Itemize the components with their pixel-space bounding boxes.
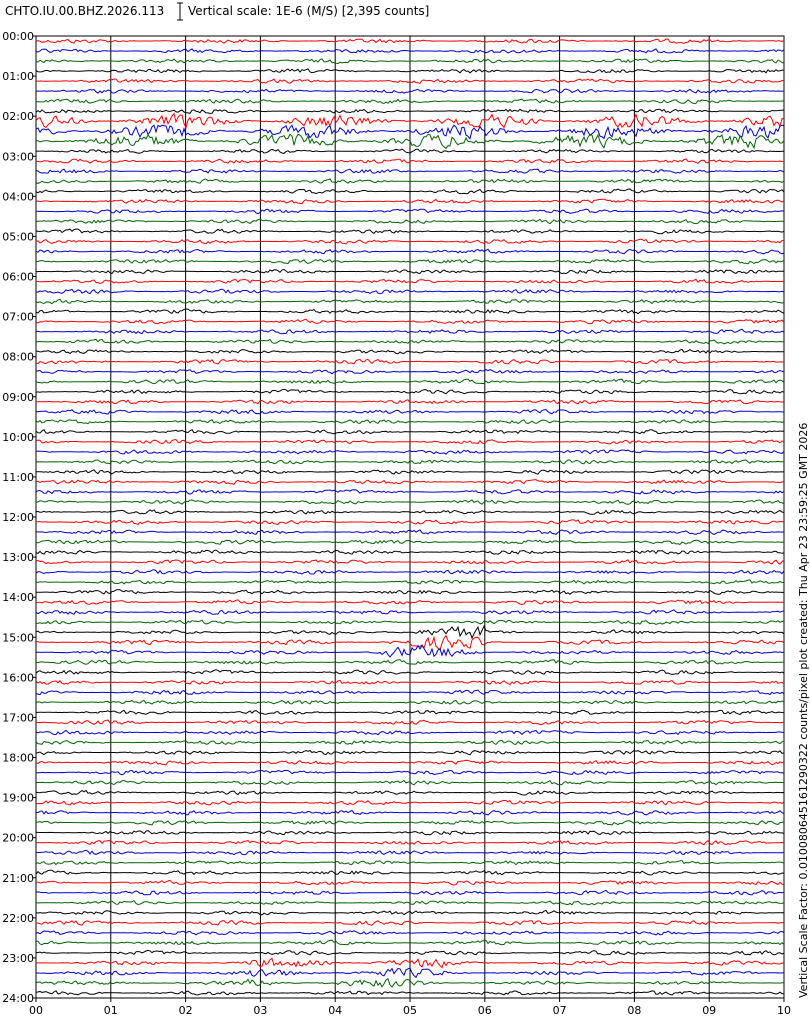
y-tick-label: 11:00 (2, 470, 34, 484)
vertical-scale-text: Vertical scale: 1E-6 (M/S) [2,395 counts] (188, 4, 430, 18)
y-tick-label: 23:00 (2, 951, 34, 965)
y-tick-label: 16:00 (2, 671, 34, 685)
y-tick-label: 07:00 (2, 310, 34, 324)
y-tick-label: 03:00 (2, 150, 34, 164)
y-tick-label: 19:00 (2, 791, 34, 805)
y-tick-label: 12:00 (2, 511, 34, 524)
y-tick-label: 01:00 (2, 70, 34, 84)
footer-side-note-text: Vertical Scale Factor: 0.010080645161290322 counts/pixel plot created: Thu Apr 23 23:59:25 GMT 2026 (797, 422, 810, 998)
y-tick-label: 17:00 (2, 711, 34, 725)
x-tick-label: 09 (702, 1004, 717, 1017)
y-tick-label: 08:00 (2, 350, 34, 364)
y-tick-label: 09:00 (2, 390, 34, 404)
x-tick-label: 06 (477, 1004, 492, 1017)
x-tick-label: 10 (777, 1004, 791, 1017)
y-tick-label: 00:00 (2, 30, 34, 43)
x-tick-label: 01 (103, 1004, 118, 1017)
x-tick-label: 03 (253, 1004, 268, 1017)
y-tick-label: 20:00 (2, 831, 34, 845)
x-tick-label: 07 (552, 1004, 567, 1017)
y-tick-label: 18:00 (2, 751, 34, 765)
x-tick-label: 00 (29, 1004, 43, 1017)
y-tick-label: 10:00 (2, 430, 34, 444)
y-tick-label: 06:00 (2, 270, 34, 284)
y-tick-label: 24:00 (2, 992, 34, 1005)
x-tick-label: 08 (627, 1004, 642, 1017)
x-tick-label: 02 (178, 1004, 193, 1017)
y-tick-label: 15:00 (2, 631, 34, 645)
y-tick-label: 14:00 (2, 591, 34, 605)
y-tick-label: 04:00 (2, 190, 34, 204)
axis-layer (2, 30, 791, 1017)
footer-side-note (784, 318, 810, 998)
x-tick-label: 04 (328, 1004, 343, 1017)
y-tick-label: 22:00 (2, 911, 34, 925)
station-label: CHTO.IU.00.BHZ.2026.113 (5, 4, 165, 18)
y-tick-label: 02:00 (2, 110, 34, 124)
y-tick-label: 05:00 (2, 230, 34, 244)
y-tick-label: 21:00 (2, 871, 34, 885)
y-tick-label: 13:00 (2, 551, 34, 565)
x-tick-label: 05 (403, 1004, 417, 1017)
